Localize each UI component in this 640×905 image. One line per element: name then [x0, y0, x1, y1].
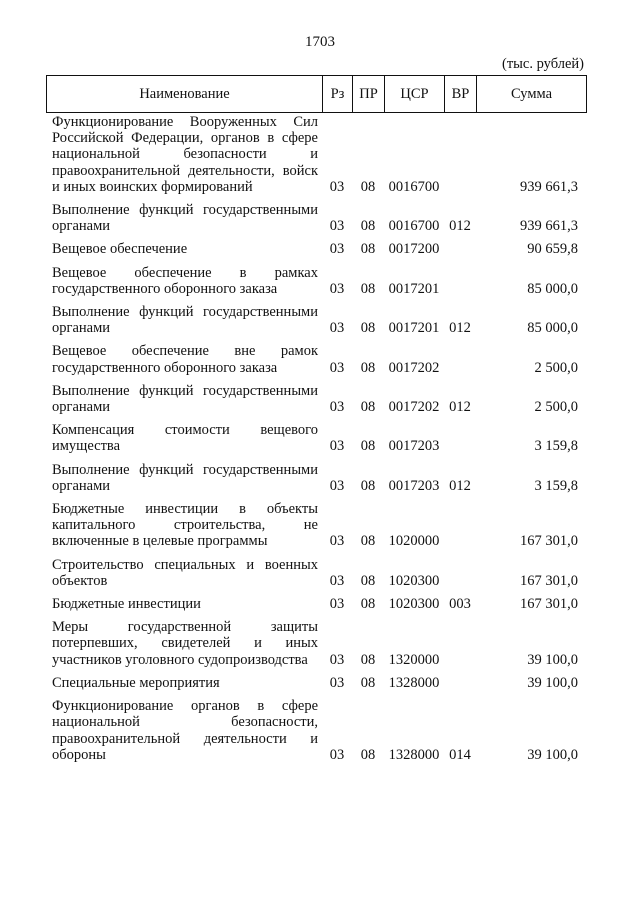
row-name-text: Функционирование органов в сфере национальной безопасности, правоохранительной деятельности и обороны [52, 698, 318, 763]
row-name-text: Выполнение функций государственными органами [52, 202, 318, 235]
cell-sum: 2 500,0 [534, 399, 578, 416]
cell-rz: 03 [329, 280, 345, 297]
row-name-text: Строительство специальных и военных объектов [52, 556, 318, 589]
cell-sum: 167 301,0 [520, 533, 578, 550]
cell-csr: 1328000 [388, 674, 440, 691]
cell-rz: 03 [329, 477, 345, 494]
cell-pr: 08 [360, 218, 376, 235]
cell-csr: 1328000 [388, 746, 440, 763]
cell-rz: 03 [329, 359, 345, 376]
table-row [46, 675, 586, 698]
cell-vr [444, 501, 476, 557]
row-name-text: Выполнение функций государственными органами [52, 461, 318, 494]
table-row [46, 343, 586, 382]
cell-pr: 08 [360, 572, 376, 589]
cell-vr [444, 265, 476, 304]
table-row [46, 114, 586, 202]
cell-rz: 03 [329, 651, 345, 668]
cell-vr: 014 [449, 746, 471, 763]
cell-pr: 08 [360, 178, 376, 195]
cell-sum: 90 659,8 [527, 241, 578, 258]
table-row [46, 698, 586, 770]
cell-csr: 0017203 [388, 477, 440, 494]
row-name-text: Вещевое обеспечение [52, 241, 188, 258]
row-name-text: Вещевое обеспечение в рамках государственного оборонного заказа [52, 264, 318, 297]
cell-vr [444, 619, 476, 675]
cell-name [46, 304, 322, 343]
cell-rz: 03 [329, 746, 345, 763]
cell-rz: 03 [329, 178, 345, 195]
row-name-text: Функционирование Вооруженных Сил Российской Федерации, органов в сфере национальной безопасности и правоохранительной деятельности, войск и иных воинских формирований [52, 114, 318, 195]
cell-rz: 03 [329, 533, 345, 550]
units-label: (тыс. рублей) [502, 56, 584, 72]
table-row [46, 383, 586, 422]
cell-rz: 03 [329, 218, 345, 235]
cell-pr: 08 [360, 651, 376, 668]
row-name-text: Выполнение функций государственными органами [52, 382, 318, 416]
cell-rz: 03 [329, 438, 345, 455]
column-header-name: Наименование [47, 76, 323, 113]
cell-name [46, 241, 322, 264]
cell-vr: 012 [449, 218, 471, 235]
table-row [46, 557, 586, 596]
cell-pr: 08 [360, 746, 376, 763]
cell-sum: 39 100,0 [527, 746, 578, 763]
cell-csr: 1320000 [388, 651, 440, 668]
cell-sum: 85 000,0 [527, 280, 578, 297]
cell-name [46, 675, 322, 698]
cell-vr: 012 [449, 320, 471, 337]
cell-vr: 012 [449, 477, 471, 494]
cell-csr: 0017201 [388, 320, 440, 337]
column-header-rz: Рз [323, 76, 353, 113]
cell-name [46, 698, 322, 770]
cell-csr: 1020300 [388, 596, 440, 613]
cell-csr: 0017202 [388, 359, 440, 376]
table-row [46, 202, 586, 241]
cell-csr: 0016700 [388, 218, 440, 235]
table-row [46, 462, 586, 501]
cell-csr: 1020000 [388, 533, 440, 550]
cell-name [46, 596, 322, 619]
table-row [46, 265, 586, 304]
cell-name [46, 343, 322, 382]
table-row [46, 241, 586, 264]
cell-rz: 03 [329, 241, 345, 258]
cell-name [46, 557, 322, 596]
cell-csr: 0017201 [388, 280, 440, 297]
cell-pr: 08 [360, 674, 376, 691]
cell-vr [444, 114, 476, 202]
row-name-text: Выполнение функций государственными органами [52, 304, 318, 337]
cell-vr [444, 241, 476, 264]
table-row [46, 619, 586, 675]
table-row [46, 501, 586, 557]
cell-pr: 08 [360, 359, 376, 376]
cell-vr [444, 343, 476, 382]
cell-pr: 08 [360, 477, 376, 494]
cell-rz: 03 [329, 572, 345, 589]
cell-name [46, 114, 322, 202]
cell-sum: 2 500,0 [534, 359, 578, 376]
cell-rz: 03 [329, 674, 345, 691]
budget-table [46, 114, 586, 770]
cell-sum: 939 661,3 [520, 178, 578, 195]
table-row [46, 422, 586, 461]
cell-rz: 03 [329, 399, 345, 416]
row-name-text: Специальные мероприятия [52, 674, 220, 691]
column-header-sum: Сумма [477, 76, 587, 113]
cell-sum: 3 159,8 [534, 477, 578, 494]
row-name-text: Бюджетные инвестиции в объекты капитального строительства, не включенные в целевые программы [52, 501, 318, 550]
column-header-pr: ПР [353, 76, 385, 113]
cell-vr: 012 [449, 399, 471, 416]
row-name-text: Вещевое обеспечение вне рамок государственного оборонного заказа [52, 343, 318, 376]
cell-name [46, 265, 322, 304]
table-header [46, 75, 587, 113]
cell-vr: 003 [449, 596, 471, 613]
table-row [46, 304, 586, 343]
cell-pr: 08 [360, 241, 376, 258]
cell-rz: 03 [329, 320, 345, 337]
cell-sum: 39 100,0 [527, 651, 578, 668]
cell-sum: 85 000,0 [527, 320, 578, 337]
cell-rz: 03 [329, 596, 345, 613]
cell-pr: 08 [360, 399, 376, 416]
cell-csr: 0017202 [388, 399, 440, 416]
row-name-text: Меры государственной защиты потерпевших, свидетелей и иных участников уголовного судопроизводства [52, 619, 318, 668]
cell-name [46, 202, 322, 241]
column-header-csr: ЦСР [385, 76, 445, 113]
cell-vr [444, 422, 476, 461]
column-header-vr: ВР [445, 76, 477, 113]
cell-name [46, 501, 322, 557]
cell-pr: 08 [360, 320, 376, 337]
cell-sum: 939 661,3 [520, 218, 578, 235]
table-row [46, 596, 586, 619]
page-number: 1703 [305, 34, 335, 50]
cell-vr [444, 557, 476, 596]
cell-csr: 1020300 [388, 572, 440, 589]
cell-csr: 0017203 [388, 438, 440, 455]
cell-name [46, 462, 322, 501]
cell-pr: 08 [360, 596, 376, 613]
cell-csr: 0016700 [388, 178, 440, 195]
cell-pr: 08 [360, 533, 376, 550]
cell-pr: 08 [360, 280, 376, 297]
cell-sum: 167 301,0 [520, 572, 578, 589]
cell-csr: 0017200 [388, 241, 440, 258]
cell-name [46, 383, 322, 422]
cell-vr [444, 675, 476, 698]
cell-sum: 39 100,0 [527, 674, 578, 691]
row-name-text: Бюджетные инвестиции [52, 596, 201, 613]
cell-sum: 3 159,8 [534, 438, 578, 455]
cell-name [46, 619, 322, 675]
row-name-text: Компенсация стоимости вещевого имущества [52, 422, 318, 455]
cell-name [46, 422, 322, 461]
cell-pr: 08 [360, 438, 376, 455]
cell-sum: 167 301,0 [520, 596, 578, 613]
